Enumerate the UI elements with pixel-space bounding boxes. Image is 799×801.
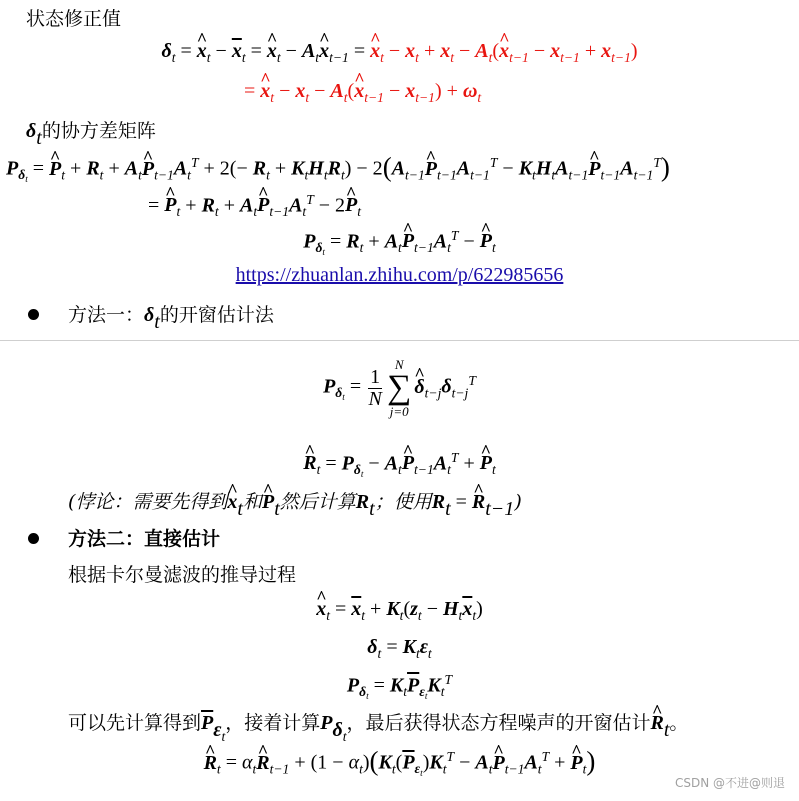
equation-covariance-full: $P_{\delta_t}$ = ^ $P_t + R_t$ + $A_t\^{}$ $P_{t-1}A_t^T + 2(- R_t + K_tH_tR_t)$ − $2(A_{t-1}\^{}$ $P_{t-1}A_{t-1}^T$ − $K_tH_tA_{t-1}\^{}$ $P_{t-1}A_{t-1}^T$) bbox=[6, 152, 670, 185]
kalman-derivation-text: 根据卡尔曼滤波的推导过程 bbox=[68, 564, 297, 586]
method1-heading: 方法一：$\delta_t$的开窗估计法 bbox=[68, 304, 274, 333]
equation-delta-definition: $\delta_t$ = ^ $x_t - \overline{x}_t$ = ^ $x_t$ − $A_t\^{}$ $x_{t-1}$ = ^ $x_t - x_t + x_t$ − $A_t(\^{}$ $x_{t-1} - x_{t-1} + x_{t-1}$) bbox=[0, 40, 799, 66]
equation-P-delta-innovation: $P_{\delta_t} = K_t\overline{P}_{\varepsilon_t}K_t^T$ bbox=[346, 672, 453, 702]
heading-state-correction: 状态修正值 bbox=[26, 8, 122, 30]
equation-window-estimate: $P_{\delta_t}$ = $\frac{1}{N}$ N ∑ j=0 ^ $\delta_{t-j}\delta_{t-j}^T$ bbox=[0, 358, 799, 418]
divider bbox=[0, 340, 799, 341]
heading-covariance: $\delta_t$的协方差矩阵 bbox=[26, 120, 156, 149]
source-link[interactable]: https://zhuanlan.zhihu.com/p/622985656 bbox=[235, 264, 564, 286]
bullet-method1 bbox=[28, 309, 39, 320]
method2-heading: 方法二：直接估计 bbox=[68, 528, 221, 550]
equation-covariance-result: $P_{\delta_t} = R_t$ + $A_t\^{}$ $P_{t-1}A_t^T$ − ^ $P_t$ bbox=[0, 228, 799, 257]
equation-delta-innovation: $\delta_t = K_t\varepsilon_t$ bbox=[367, 636, 432, 661]
paradox-note: (悖论：需要先得到^ $x_t$和^ $P_t$然后计算$R_t$；使用$R_t$ = ^ $R_{t-1}$) bbox=[68, 487, 522, 521]
equation-state-update: ^ $x_t = \overline{x}_t + K_t(z_t - H_t\overline{x}_t)$ bbox=[0, 598, 799, 624]
equation-covariance-simplified: = ^ $P_t + R_t$ + $A_t\^{}$ $P_{t-1}A_t^T$ − 2^ $P_t$ bbox=[148, 192, 361, 220]
equation-delta-simplified: = ^ $x_t - x_t$ − $A_t(\^{}$ $x_{t-1} - x_{t-1}) + \omega_t$ bbox=[244, 80, 481, 106]
bullet-method2 bbox=[28, 533, 39, 544]
equation-R-hat: ^ $R_t = P_{\delta_t}$ − $A_t\^{}$ $P_{t-1}A_t^T$ + ^ $P_t$ bbox=[0, 450, 799, 479]
watermark: CSDN @不进@则退 bbox=[674, 776, 785, 790]
final-explanation: 可以先计算得到$\overline{P}_{\varepsilon_t}$，接着计算$P_{\delta_t}$，最后获得状态方程噪声的开窗估计^ $R_t$。 bbox=[68, 708, 688, 745]
equation-R-hat-smoothed: ^ $R_t$ = $\alpha_t\^{}$ $R_{t-1} + (1 - \alpha_t)(K_t(\overline{P}_{\varepsilon_t})K_t^T$ − $A_t\^{}$ $P_{t-1}A_t^T$ + ^ $P_t$) bbox=[0, 746, 799, 779]
